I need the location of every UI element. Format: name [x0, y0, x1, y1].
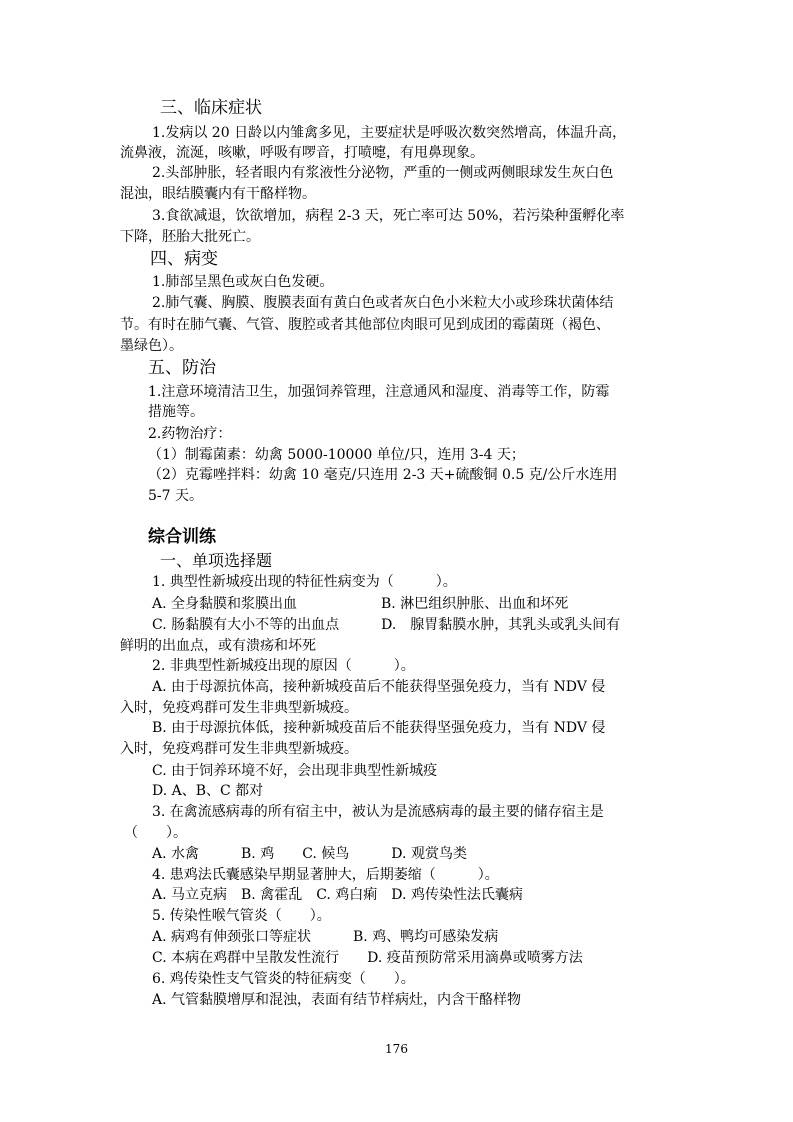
training-title: 综合训练: [148, 527, 216, 547]
option-line: 鲜明的出血点，或有溃疡和坏死: [120, 638, 316, 654]
option-line: A. 病鸡有伸颈张口等症状 B. 鸡、鸭均可感染发病: [152, 929, 499, 945]
section-heading-prevention: 五、防治: [148, 358, 216, 378]
option-line: A. 由于母源抗体高，接种新城疫苗后不能获得坚强免疫力，当有 NDV 侵: [152, 679, 606, 695]
option-line: 入时，免疫鸡群可发生非典型新城疫。: [120, 741, 358, 757]
paragraph-line: 下降，胚胎大批死亡。: [120, 229, 260, 245]
paragraph-line: 混浊，眼结膜囊内有干酪样物。: [120, 186, 316, 202]
option-line: A. 马立克病 B. 禽霍乱 C. 鸡白痢 D. 鸡传染性法氏囊病: [152, 887, 523, 903]
option-line: A. 水禽 B. 鸡 C. 候鸟 D. 观赏鸟类: [152, 846, 467, 862]
paragraph-line: 墨绿色）。: [120, 338, 183, 354]
paragraph-line: 2.肺气囊、胸膜、腹膜表面有黄白色或者灰白色小米粒大小或珍珠状菌体结: [152, 295, 614, 311]
paragraph-line: 1.注意环境清洁卫生，加强饲养管理，注意通风和湿度、消毒等工作，防霉: [148, 384, 610, 400]
paragraph-line: 节。有时在肺气囊、气管、腹腔或者其他部位肉眼可见到成团的霉菌斑（褐色、: [120, 317, 610, 333]
paragraph-line: 3.食欲减退，饮欲增加，病程 2-3 天，死亡率可达 50%，若污染种蛋孵化率: [152, 208, 625, 224]
paragraph-line: 流鼻液，流涎，咳嗽，呼吸有啰音，打喷嚏，有甩鼻现象。: [120, 145, 484, 161]
paragraph-line: （1）制霉菌素：幼禽 5000-10000 单位/只，连用 3-4 天；: [148, 447, 525, 463]
option-line: C. 由于饲养环境不好，会出现非典型性新城疫: [152, 763, 438, 779]
page-number: 176: [385, 1042, 408, 1056]
option-line: A. 气管黏膜增厚和混浊，表面有结节样病灶，内含干酪样物: [152, 992, 522, 1008]
paragraph-line: 5-7 天。: [148, 488, 203, 504]
question-line: 4. 患鸡法氏囊感染早期显著肿大，后期萎缩（ ）。: [152, 867, 499, 883]
paragraph-line: 2.头部肿胀，轻者眼内有浆液性分泌物，严重的一侧或两侧眼球发生灰白色: [152, 165, 614, 181]
question-line: （ ）。: [124, 825, 187, 841]
paragraph-line: 2.药物治疗：: [148, 426, 232, 442]
question-line: 3. 在禽流感病毒的所有宿主中，被认为是流感病毒的最主要的储存宿主是: [152, 804, 604, 820]
question-line: 5. 传染性喉气管炎（ ）。: [152, 908, 331, 924]
question-line: 6. 鸡传染性支气管炎的特征病变（ ）。: [152, 971, 415, 987]
paragraph-line: 1.肺部呈黑色或灰白色发硬。: [152, 274, 334, 290]
option-line: A. 全身黏膜和浆膜出血 B. 淋巴组织肿胀、出血和坏死: [152, 596, 569, 612]
paragraph-line: 措施等。: [148, 404, 204, 420]
option-line: B. 由于母源抗体低，接种新城疫苗后不能获得坚强免疫力，当有 NDV 侵: [152, 720, 606, 736]
section-heading-clinical-symptoms: 三、临床症状: [160, 98, 262, 118]
option-line: 入时，免疫鸡群可发生非典型新城疫。: [120, 700, 358, 716]
training-subheading: 一、单项选择题: [160, 551, 273, 570]
paragraph-line: 1.发病以 20 日龄以内雏禽多见，主要症状是呼吸次数突然增高，体温升高，: [152, 125, 627, 141]
paragraph-line: （2）克霉唑拌料：幼禽 10 毫克/只连用 2-3 天+硫酸铜 0.5 克/公斤水连用: [148, 467, 618, 483]
question-line: 2. 非典型性新城疫出现的原因（ ）。: [152, 658, 415, 674]
option-line: D. A、B、C 都对: [152, 783, 264, 799]
question-line: 1. 典型性新城疫出现的特征性病变为（ ）。: [152, 574, 457, 590]
section-heading-lesions: 四、病变: [150, 249, 218, 269]
option-line: C. 肠黏膜有大小不等的出血点 D. 腺胃黏膜水肿，其乳头或乳头间有: [152, 617, 621, 633]
option-line: C. 本病在鸡群中呈散发性流行 D. 疫苗预防常采用滴鼻或喷雾方法: [152, 950, 583, 966]
